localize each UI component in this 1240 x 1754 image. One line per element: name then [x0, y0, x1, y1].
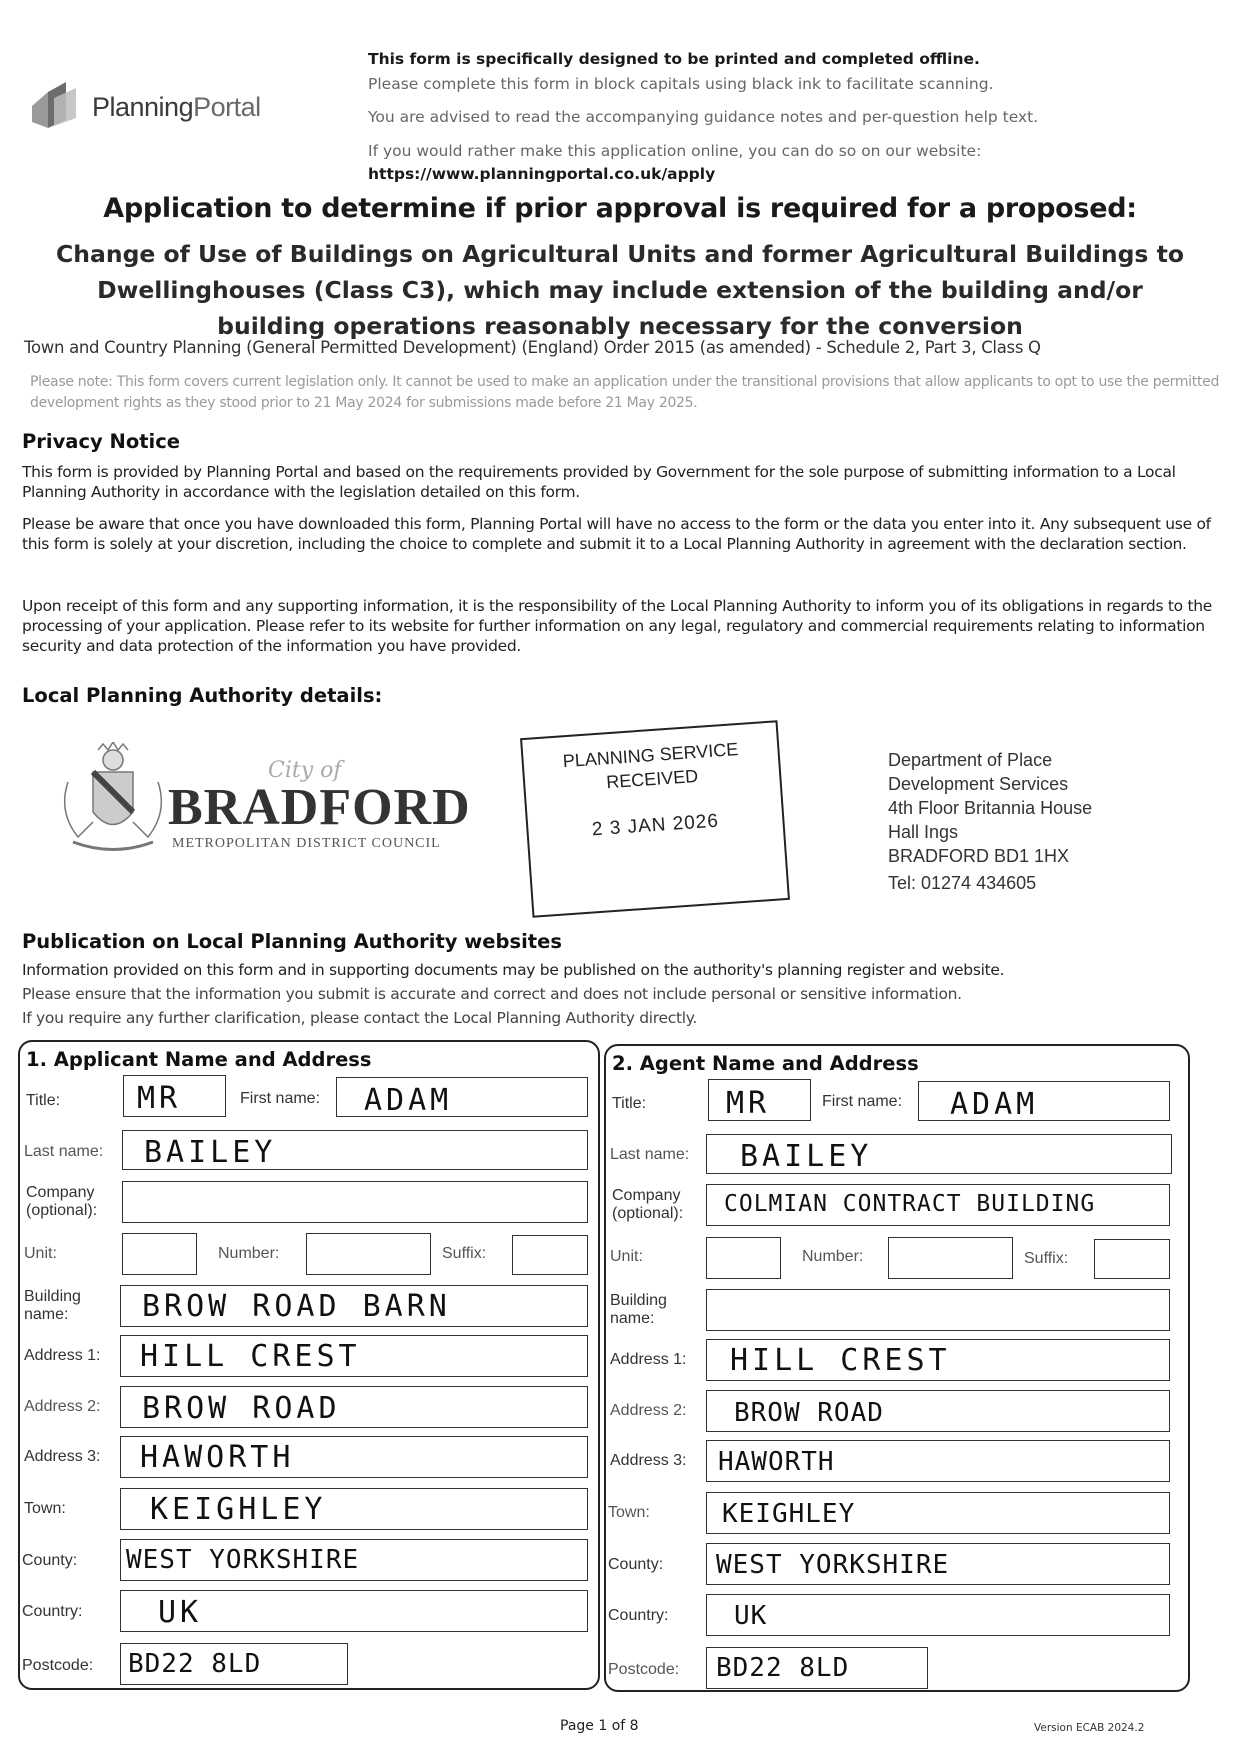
bradford-crest-icon: [48, 742, 178, 862]
legislation-reference: Town and Country Planning (General Permitted Development) (England) Order 2015 (as amended) - Schedule 2, Part 3, Class Q: [24, 338, 1041, 357]
applicant-first-name-value: ADAM: [364, 1083, 453, 1118]
applicant-heading: 1. Applicant Name and Address: [26, 1048, 372, 1071]
applicant-title-label: Title:: [26, 1092, 61, 1109]
agent-first-name-value: ADAM: [950, 1087, 1039, 1122]
applicant-address1-value: HILL CREST: [140, 1339, 361, 1374]
lpa-address: [888, 748, 1208, 895]
applicant-address2-value: BROW ROAD: [142, 1391, 341, 1426]
agent-town-label: Town:: [608, 1504, 650, 1521]
applicant-company-field[interactable]: [122, 1181, 588, 1223]
agent-address2-label: Address 2:: [610, 1402, 687, 1419]
agent-number-field[interactable]: [888, 1237, 1013, 1279]
applicant-number-label: Number:: [218, 1245, 280, 1262]
form-title: Application to determine if prior approval is required for a proposed:: [103, 193, 1137, 224]
page-number: Page 1 of 8: [560, 1718, 639, 1734]
header-line-block-capitals: Please complete this form in block capitals using black ink to facilitate scanning.: [368, 75, 994, 93]
agent-number-label: Number:: [802, 1248, 864, 1265]
logo-text: PlanningPortal: [92, 91, 261, 122]
applicant-address3-label: Address 3:: [24, 1448, 101, 1465]
lpa-address-line: 4th Floor Britannia House: [888, 798, 1093, 818]
agent-address3-value: HAWORTH: [718, 1447, 835, 1477]
stamp-line-1: PLANNING SERVICE: [562, 739, 739, 772]
applicant-last-name-value: BAILEY: [144, 1135, 277, 1170]
publication-paragraph-1: Information provided on this form and in supporting documents may be published on the authority's planning register and website.: [22, 961, 1005, 979]
applicant-number-field[interactable]: [306, 1233, 431, 1275]
agent-company-value: COLMIAN CONTRACT BUILDING: [724, 1191, 1096, 1217]
applicant-county-value: WEST YORKSHIRE: [126, 1545, 360, 1575]
applicant-town-value: KEIGHLEY: [150, 1492, 327, 1527]
applicant-building-name-label: Building name:: [24, 1288, 81, 1323]
privacy-paragraph-3: Upon receipt of this form and any supporting information, it is the responsibility of the Local Planning Authority to inform you of its obligations in regards to the processing of your application. Please refer to its website for further information on any legal, regulatory and commercial requirements relating to information security and data protection of the information you have provided.: [22, 597, 1212, 655]
header-line-online: If you would rather make this application online, you can do so on our website:: [368, 142, 982, 160]
lpa-address-line: BRADFORD BD1 1HX: [888, 846, 1070, 866]
applicant-title-value: MR: [137, 1081, 182, 1116]
lpa-address-line: Department of Place: [888, 750, 1053, 770]
applicant-country-value: UK: [158, 1595, 203, 1630]
agent-unit-field[interactable]: [706, 1237, 781, 1279]
applicant-company-label: Company (optional):: [26, 1184, 98, 1219]
agent-postcode-label: Postcode:: [608, 1661, 680, 1678]
received-stamp: [520, 720, 790, 918]
agent-postcode-value: BD22 8LD: [716, 1653, 850, 1683]
header-line-guidance: You are advised to read the accompanying guidance notes and per-question help text.: [368, 108, 1039, 126]
lpa-city-of: City of: [268, 758, 342, 783]
applicant-unit-field[interactable]: [122, 1233, 197, 1275]
privacy-heading: Privacy Notice: [22, 430, 181, 453]
agent-town-value: KEIGHLEY: [722, 1499, 856, 1529]
agent-last-name-value: BAILEY: [740, 1139, 873, 1174]
agent-company-label: Company (optional):: [612, 1187, 684, 1222]
agent-title-value: MR: [726, 1086, 771, 1121]
privacy-paragraph-2: Please be aware that once you have downloaded this form, Planning Portal will have no access to the form or the data you enter into it. Any subsequent use of this form is solely at your discretion, including the choice to complete and submit it to a Local Planning Authority in agreement with the declaration section.: [22, 515, 1211, 553]
agent-suffix-field[interactable]: [1094, 1239, 1170, 1279]
agent-address2-value: BROW ROAD: [734, 1398, 884, 1428]
lpa-address-line: Hall Ings: [888, 822, 959, 842]
applicant-address1-label: Address 1:: [24, 1347, 101, 1364]
applicant-town-label: Town:: [24, 1500, 66, 1517]
legislation-note: Please note: This form covers current legislation only. It cannot be used to make an application under the transitional provisions that allow applicants to opt to use the permitted development rights as they stood prior to 21 May 2024 for submissions made before 21 May 2025.: [30, 374, 1220, 411]
agent-address1-label: Address 1:: [610, 1351, 687, 1368]
header-line-offline: This form is specifically designed to be printed and completed offline.: [368, 50, 980, 68]
agent-address1-value: HILL CREST: [730, 1343, 951, 1378]
applicant-address2-label: Address 2:: [24, 1398, 101, 1415]
publication-paragraph-3: If you require any further clarification, please contact the Local Planning Authority directly.: [22, 1009, 698, 1027]
planning-portal-logo-icon: [24, 76, 86, 138]
applicant-last-name-label: Last name:: [24, 1143, 104, 1160]
stamp-line-2: RECEIVED: [605, 765, 699, 793]
applicant-first-name-label: First name:: [240, 1090, 321, 1107]
agent-title-label: Title:: [612, 1095, 647, 1112]
agent-county-label: County:: [608, 1556, 664, 1573]
applicant-unit-label: Unit:: [24, 1245, 57, 1262]
agent-unit-label: Unit:: [610, 1248, 643, 1265]
lpa-telephone: Tel: 01274 434605: [888, 873, 1037, 893]
agent-country-label: Country:: [608, 1607, 669, 1624]
agent-suffix-label: Suffix:: [1024, 1250, 1069, 1267]
lpa-heading: Local Planning Authority details:: [22, 684, 383, 707]
applicant-suffix-label: Suffix:: [442, 1245, 487, 1262]
stamp-date: 2 3 JAN 2026: [591, 810, 720, 841]
planning-portal-logo: [24, 72, 324, 142]
privacy-paragraph-1: This form is provided by Planning Portal and based on the requirements provided by Government for the sole purpose of submitting information to a Local Planning Authority in accordance with the legislation detailed on this form.: [22, 463, 1176, 501]
agent-address3-label: Address 3:: [610, 1452, 687, 1469]
agent-country-field[interactable]: [706, 1594, 1170, 1636]
lpa-address-line: Development Services: [888, 774, 1069, 794]
applicant-postcode-value: BD22 8LD: [128, 1649, 262, 1679]
agent-last-name-label: Last name:: [610, 1146, 690, 1163]
applicant-address3-value: HAWORTH: [140, 1440, 295, 1475]
agent-heading: 2. Agent Name and Address: [612, 1052, 919, 1075]
applicant-postcode-label: Postcode:: [22, 1657, 94, 1674]
form-subtitle: Change of Use of Buildings on Agricultural Units and former Agricultural Buildings to Dwellinghouses (Class C3), which may include extension of the building and/or building operations reasonably necessary for the conversion: [56, 240, 1184, 340]
applicant-suffix-field[interactable]: [512, 1235, 588, 1275]
form-version: Version ECAB 2024.2: [1034, 1722, 1145, 1734]
publication-heading: Publication on Local Planning Authority websites: [22, 930, 562, 953]
lpa-name: BRADFORD: [168, 779, 471, 836]
header-link-apply[interactable]: https://www.planningportal.co.uk/apply: [368, 165, 716, 183]
lpa-council: METROPOLITAN DISTRICT COUNCIL: [172, 836, 441, 851]
applicant-building-name-value: BROW ROAD BARN: [142, 1289, 451, 1324]
agent-building-name-field[interactable]: [706, 1289, 1170, 1331]
applicant-county-label: County:: [22, 1552, 78, 1569]
agent-building-name-label: Building name:: [610, 1292, 667, 1327]
agent-country-value: UK: [734, 1601, 768, 1631]
publication-paragraph-2: Please ensure that the information you submit is accurate and correct and does not include personal or sensitive information.: [22, 985, 962, 1003]
agent-county-value: WEST YORKSHIRE: [716, 1550, 950, 1580]
applicant-country-label: Country:: [22, 1603, 83, 1620]
agent-first-name-label: First name:: [822, 1093, 903, 1110]
